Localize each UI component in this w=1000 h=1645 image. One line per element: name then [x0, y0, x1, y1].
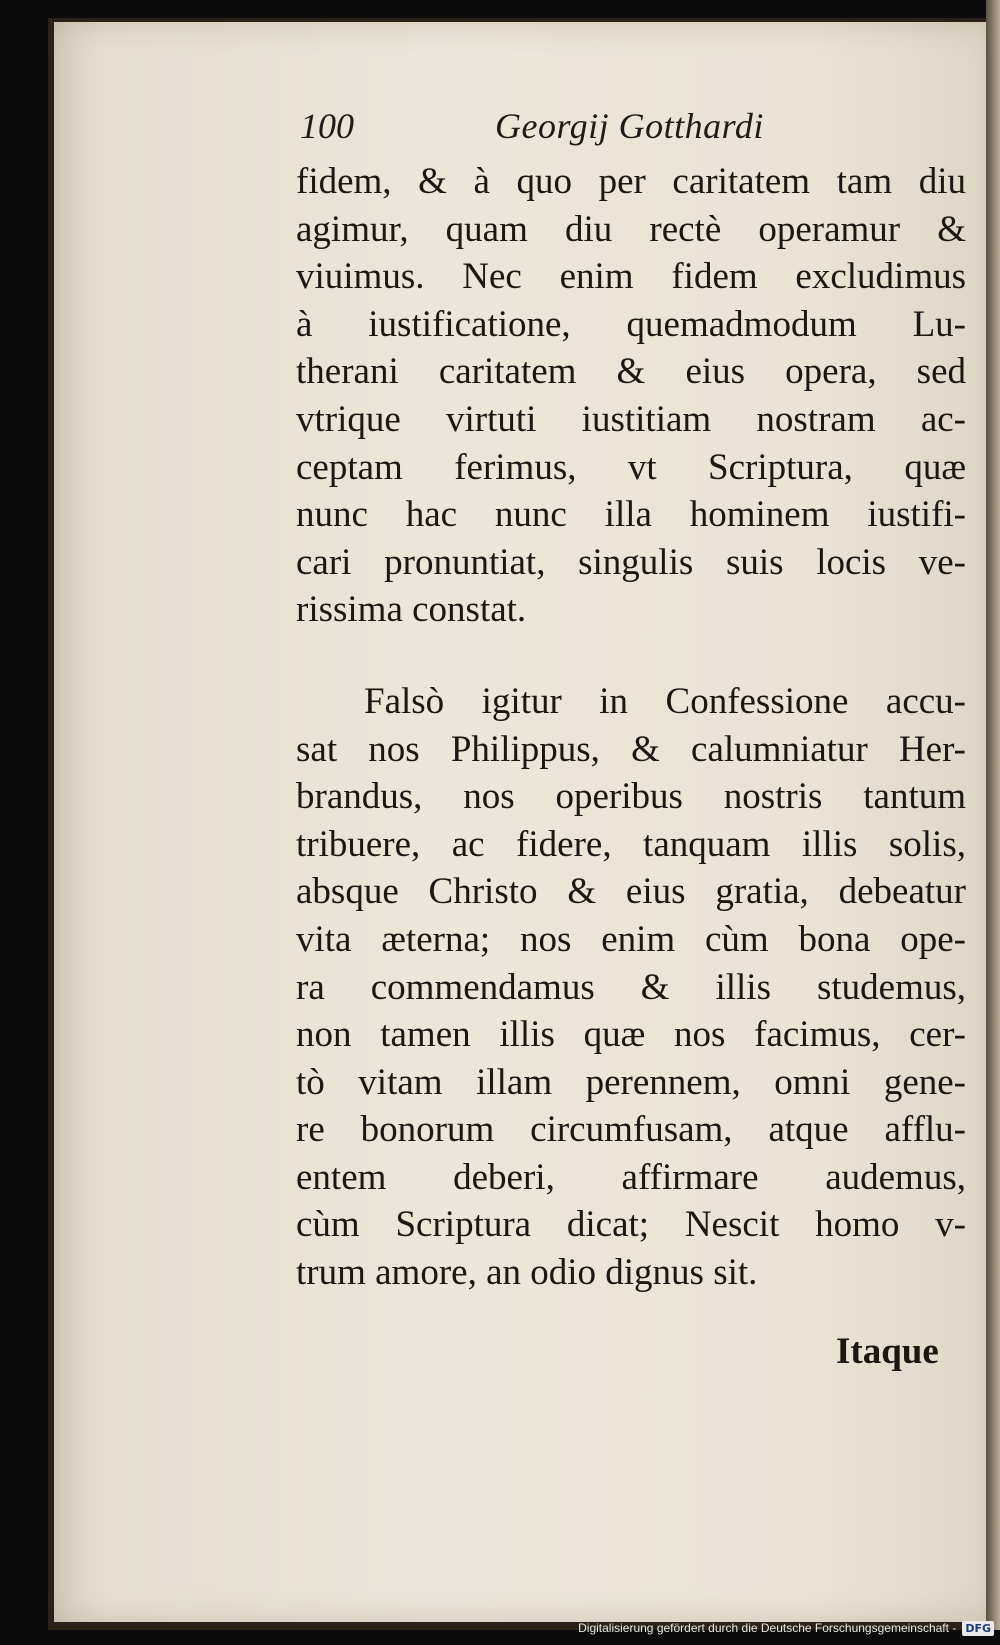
digitization-footer — [578, 1619, 994, 1637]
text-line: sat nos Philippus, & calumniatur Her- — [296, 728, 966, 770]
dfg-logo-icon: DFG — [962, 1621, 994, 1636]
paragraph-2 — [296, 678, 966, 1297]
text-line: tribuere, ac fidere, tanquam illis solis, — [296, 823, 966, 865]
text-line: nunc hac nunc illa hominem iustifi- — [296, 494, 966, 536]
text-line: re bonorum circumfusam, atque afflu- — [296, 1109, 966, 1151]
text-line: cùm Scriptura dicat; Nescit homo v- — [296, 1204, 966, 1246]
paragraph-gap — [296, 634, 966, 678]
text-line: ra commendamus & illis studemus, — [296, 966, 966, 1008]
text-line: absque Christo & eius gratia, debeatur — [296, 871, 966, 913]
text-line: agimur, quam diu rectè operamur & — [296, 208, 966, 250]
text-line: tò vitam illam perennem, omni gene- — [296, 1061, 966, 1103]
text-line: fidem, & à quo per caritatem tam diu — [296, 161, 966, 202]
running-title: Georgij Gotthardi — [495, 106, 764, 146]
text-line: brandus, nos operibus nostris tantum — [296, 776, 966, 818]
page-edge-strip — [986, 0, 1000, 1630]
text-line: Falsò igitur in Confessione accu- — [364, 680, 966, 722]
catchword: Itaque — [836, 1331, 939, 1372]
paragraph-1 — [296, 158, 966, 634]
text-line: entem deberi, affirmare audemus, — [296, 1156, 966, 1198]
text-line: therani caritatem & eius opera, sed — [296, 351, 966, 393]
footer-credit: Digitalisierung gefördert durch die Deutsche Forschungsgemeinschaft - — [578, 1621, 957, 1635]
text-line: vita æterna; nos enim cùm bona ope- — [296, 918, 966, 960]
page-header — [300, 105, 940, 155]
text-line: rissima constat. — [296, 589, 527, 631]
text-line: à iustificatione, quemadmodum Lu- — [296, 303, 966, 345]
page-number: 100 — [300, 106, 354, 146]
body-text — [296, 158, 966, 1297]
text-line: ceptam ferimus, vt Scriptura, quæ — [296, 446, 966, 488]
text-line: non tamen illis quæ nos facimus, cer- — [296, 1014, 966, 1056]
text-line: vtrique virtuti iustitiam nostram ac- — [296, 398, 966, 440]
text-line: viuimus. Nec enim fidem excludimus — [296, 256, 966, 298]
text-line: cari pronuntiat, singulis suis locis ve- — [296, 541, 966, 583]
text-line: trum amore, an odio dignus sit. — [296, 1252, 758, 1294]
